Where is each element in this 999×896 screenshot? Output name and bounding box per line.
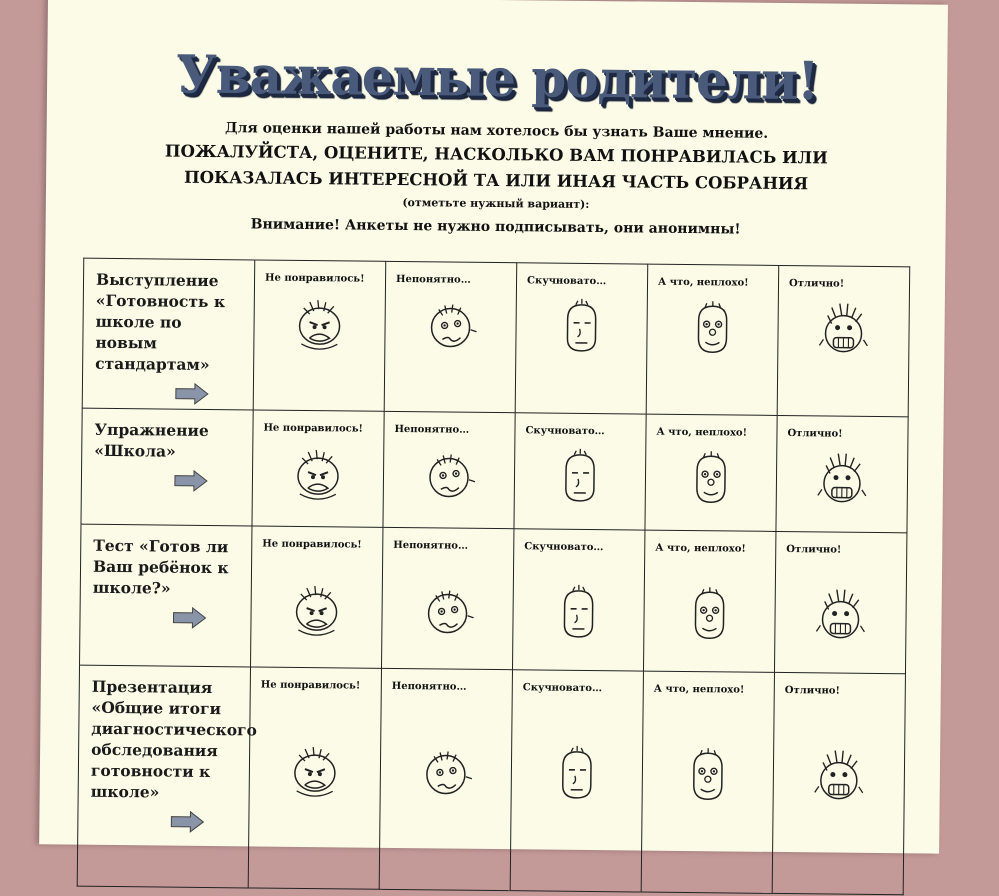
rating-option-cell[interactable] (248, 667, 381, 889)
rating-option-cell[interactable] (646, 264, 779, 415)
rating-option-label: Отлично! (788, 278, 845, 290)
rating-option-label: Скучновато… (524, 541, 604, 554)
angry-face-icon (289, 294, 350, 357)
rating-option-cell[interactable] (381, 527, 513, 669)
rating-option-cell[interactable] (514, 413, 646, 530)
excited-face-icon (813, 299, 874, 362)
intro-line-1: Для оценки нашей работы нам хотелось бы узнать Ваше мнение. (225, 120, 769, 142)
rating-option-cell[interactable] (251, 526, 383, 668)
rating-option-cell[interactable] (645, 414, 777, 531)
pleased-face-icon (681, 448, 742, 511)
rating-option-cell[interactable] (252, 410, 384, 527)
angry-face-icon (285, 741, 346, 804)
bored-face-icon (551, 297, 612, 360)
rating-option-cell[interactable] (379, 668, 512, 890)
rating-option-label: Не понравилось! (263, 422, 363, 435)
rating-option-label: Скучновато… (525, 425, 605, 438)
rating-table (77, 258, 911, 896)
activity-label: Тест «Готов ли Ваш ребёнок к школе?» (92, 535, 229, 598)
rating-option-label: А что, неплохо! (657, 276, 749, 289)
rating-option-label: Отлично! (786, 544, 842, 556)
rating-option-cell[interactable] (515, 263, 648, 414)
excited-face-icon (812, 449, 873, 512)
rating-option-cell[interactable] (776, 415, 908, 532)
activity-label: Выступление «Готовность к школе по новым стандартам» (95, 269, 226, 374)
table-row (77, 665, 905, 895)
activity-label-cell (77, 665, 258, 888)
confused-face-icon (420, 295, 481, 358)
arrow-right-icon (172, 607, 250, 634)
rating-option-cell[interactable] (383, 411, 515, 528)
pleased-face-icon (679, 584, 740, 647)
bored-face-icon (550, 447, 611, 510)
rating-option-cell[interactable] (777, 265, 910, 416)
arrow-right-icon (175, 383, 253, 410)
intro-line-3: (отметьте нужный вариант): (402, 196, 590, 211)
rating-option-label: Скучновато… (522, 682, 603, 695)
angry-face-icon (288, 444, 349, 507)
activity-label-cell (81, 408, 253, 526)
rating-option-cell[interactable] (512, 529, 644, 671)
pleased-face-icon (678, 745, 739, 808)
intro-line-2a: ПОЖАЛУЙСТА, ОЦЕНИТЕ, НАСКОЛЬКО ВАМ ПОНРАВИЛАСЬ ИЛИ (164, 141, 828, 168)
page-title: Уважаемые родители! (175, 43, 819, 112)
rating-option-label: Непонятно… (394, 423, 470, 436)
rating-option-cell[interactable] (510, 670, 643, 892)
table-row (81, 408, 908, 533)
confused-face-icon (416, 742, 477, 805)
rating-option-label: Непонятно… (393, 539, 469, 552)
activity-label: Упражнение «Школа» (94, 419, 209, 461)
activity-label-cell (82, 258, 255, 410)
excited-face-icon (809, 746, 870, 809)
rating-option-label: Отлично! (787, 428, 843, 440)
rating-option-label: Скучновато… (527, 275, 607, 288)
activity-label-cell (80, 524, 252, 667)
bored-face-icon (548, 583, 609, 646)
rating-option-label: Не понравилось! (260, 679, 361, 692)
arrow-right-icon (174, 470, 252, 497)
rating-option-label: Непонятно… (391, 680, 467, 693)
confused-face-icon (419, 445, 480, 508)
intro-line-2b: ПОКАЗАЛАСЬ ИНТЕРЕСНОЙ ТА ИЛИ ИНАЯ ЧАСТЬ СОБРАНИЯ (183, 167, 809, 194)
rating-option-label: Не понравилось! (265, 272, 365, 285)
rating-option-label: А что, неплохо! (655, 542, 746, 555)
confused-face-icon (417, 581, 478, 644)
rating-option-cell[interactable] (641, 671, 774, 893)
rating-option-cell[interactable] (772, 672, 905, 894)
pleased-face-icon (682, 298, 743, 361)
table-row (80, 524, 907, 674)
rating-option-label: А что, неплохо! (656, 426, 748, 439)
table-row (82, 258, 910, 417)
rating-option-label: Непонятно… (396, 273, 471, 286)
rating-option-cell[interactable] (253, 260, 386, 411)
rating-option-cell[interactable] (643, 530, 775, 672)
intro-line-4: Внимание! Анкеты не нужно подписывать, они анонимны! (250, 216, 741, 238)
rating-option-label: Не понравилось! (262, 538, 362, 551)
activity-label: Презентация «Общие итоги диагностического обследования готовности к школе» (90, 676, 258, 802)
survey-sheet (39, 0, 948, 854)
rating-option-label: А что, неплохо! (653, 683, 745, 696)
excited-face-icon (810, 585, 871, 648)
bored-face-icon (547, 744, 608, 807)
intro-block (106, 116, 887, 244)
arrow-right-icon (170, 811, 248, 838)
rating-option-cell[interactable] (384, 261, 517, 412)
rating-option-label: Отлично! (784, 685, 840, 697)
angry-face-icon (286, 580, 347, 643)
rating-option-cell[interactable] (774, 531, 906, 673)
